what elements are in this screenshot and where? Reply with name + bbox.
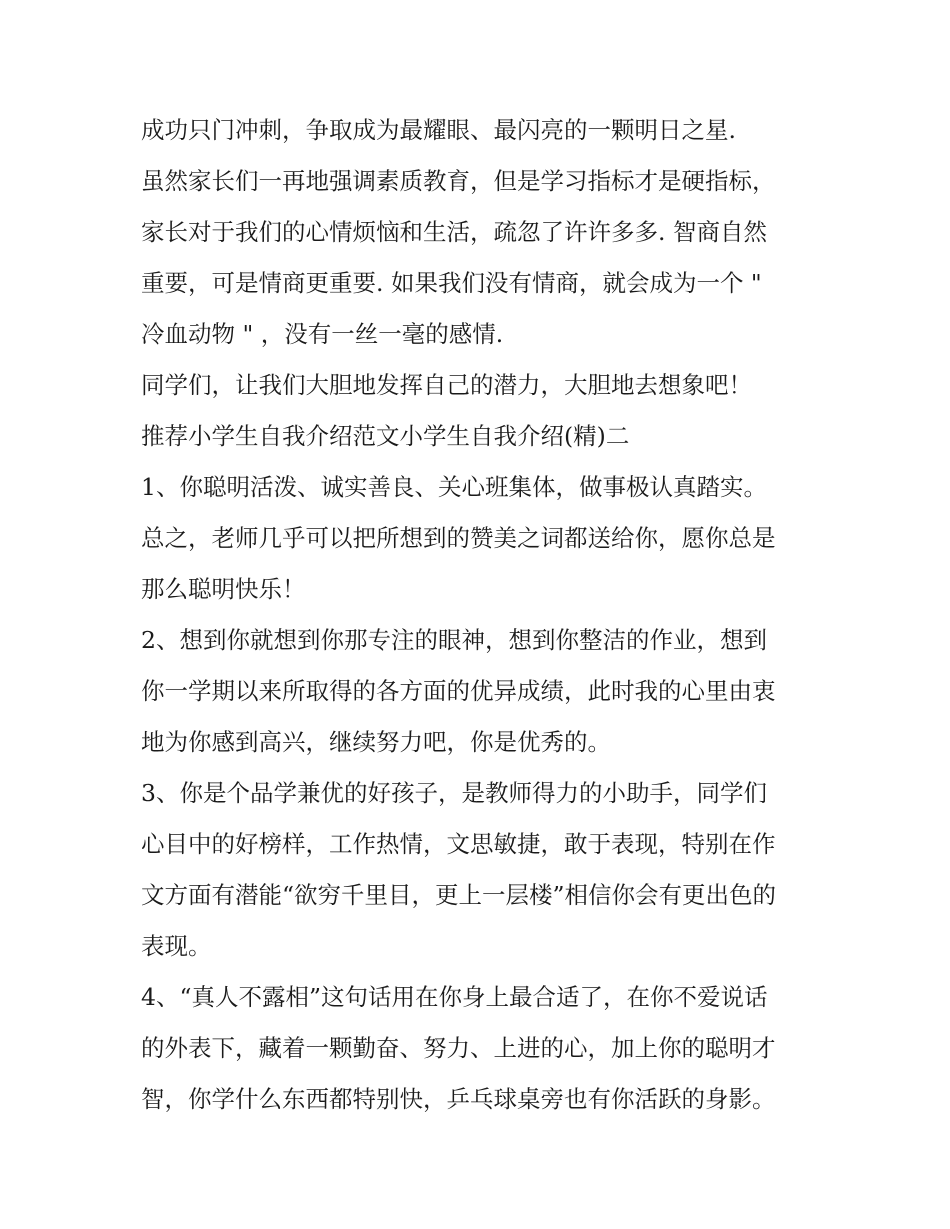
text-line: 表现。 bbox=[141, 932, 212, 960]
text-line: 冷血动物 " ，没有一丝一毫的感情. bbox=[141, 320, 504, 348]
text-line: 重要，可是情商更重要. 如果我们没有情商，就会成为一个 " bbox=[141, 269, 762, 297]
text-line: 你一学期以来所取得的各方面的优异成绩，此时我的心里由衷 bbox=[141, 677, 776, 705]
section-heading: 推荐小学生自我介绍范文小学生自我介绍(精)二 bbox=[141, 422, 630, 450]
text-line: 4、“真人不露相”这句话用在你身上最合适了，在你不爱说话 bbox=[141, 983, 768, 1011]
text-line: 同学们，让我们大胆地发挥自己的潜力，大胆地去想象吧！ bbox=[141, 371, 752, 399]
text-line: 地为你感到高兴，继续努力吧，你是优秀的。 bbox=[141, 728, 611, 756]
text-line: 智，你学什么东西都特别快，乒乓球桌旁也有你活跃的身影。 bbox=[141, 1085, 776, 1113]
text-line: 虽然家长们一再地强调素质教育，但是学习指标才是硬指标， bbox=[141, 167, 776, 195]
text-line: 那么聪明快乐！ bbox=[141, 575, 306, 603]
text-line: 2、想到你就想到你那专注的眼神，想到你整洁的作业，想到 bbox=[141, 626, 767, 654]
text-line: 文方面有潜能“欲穷千里目，更上一层楼”相信你会有更出色的 bbox=[141, 881, 777, 909]
text-line: 成功只门冲刺，争取成为最耀眼、最闪亮的一颗明日之星. bbox=[141, 116, 736, 144]
text-line: 家长对于我们的心情烦恼和生活，疏忽了许许多多. 智商自然 bbox=[141, 218, 767, 246]
text-line: 的外表下，藏着一颗勤奋、努力、上进的心，加上你的聪明才 bbox=[141, 1034, 776, 1062]
document-body bbox=[141, 105, 821, 1125]
text-line: 总之，老师几乎可以把所想到的赞美之词都送给你，愿你总是 bbox=[141, 524, 776, 552]
text-line: 1、你聪明活泼、诚实善良、关心班集体，做事极认真踏实。 bbox=[141, 473, 767, 501]
text-line: 3、你是个品学兼优的好孩子，是教师得力的小助手，同学们 bbox=[141, 779, 767, 807]
text-line: 心目中的好榜样，工作热情，文思敏捷，敢于表现，特别在作 bbox=[141, 830, 776, 858]
